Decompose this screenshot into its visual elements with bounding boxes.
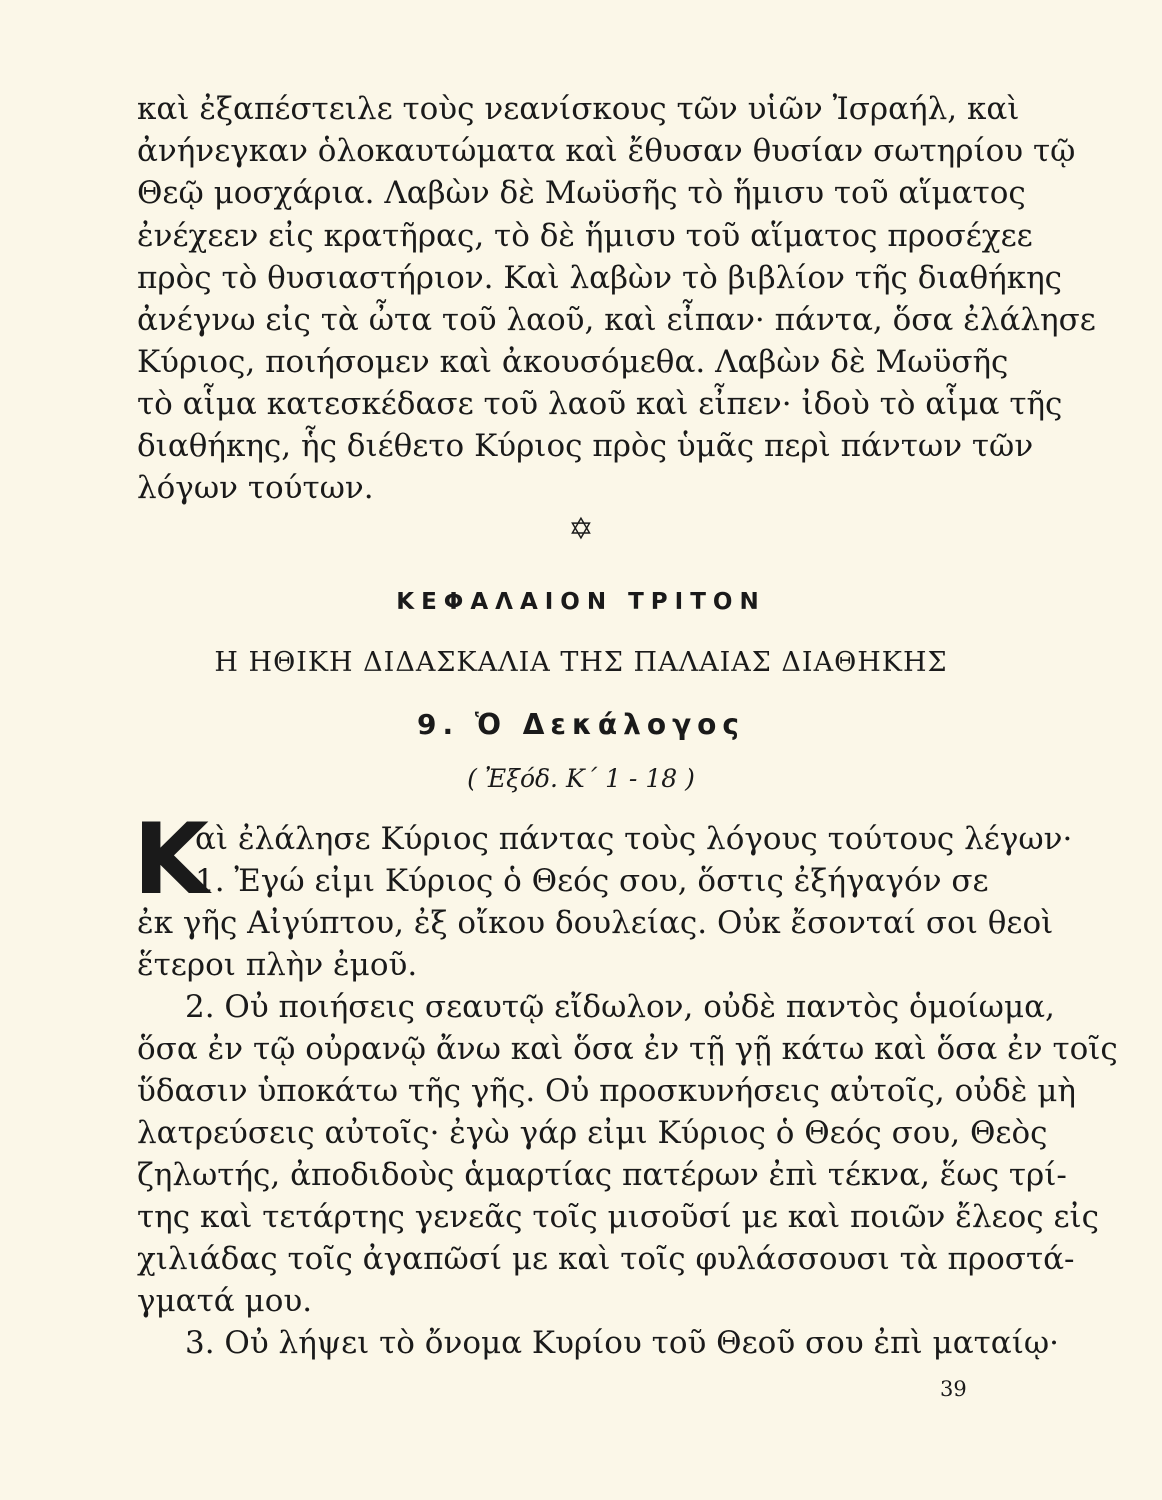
chapter-subtitle: Η ΗΘΙΚΗ ΔΙΔΑΣΚΑΛΙΑ ΤΗΣ ΠΑΛΑΙΑΣ ΔΙΑΘΗΚΗΣ xyxy=(214,647,948,678)
text-line: χιλιάδας τοῖς ἀγαπῶσί με καὶ τοῖς φυλάσσουσι τὰ προστά- xyxy=(137,1241,1075,1277)
text-line: γματά μου. xyxy=(137,1283,313,1319)
text-line: της καὶ τετάρτης γενεᾶς τοῖς μισοῦσί με καὶ ποιῶν ἔλεος εἰς xyxy=(137,1199,1100,1235)
text-line: ἀνήνεγκαν ὁλοκαυτώματα καὶ ἔθυσαν θυσίαν σωτηρίου τῷ xyxy=(137,133,1076,169)
text-line: λόγων τούτων. xyxy=(137,470,374,506)
drop-cap: Κ xyxy=(133,803,209,917)
text-line: πρὸς τὸ θυσιαστήριον. Καὶ λαβὼν τὸ βιβλίον τῆς διαθήκης xyxy=(137,260,1063,296)
chapter-title: ΚΕΦΑΛΑΙΟΝ ΤΡΙΤΟΝ xyxy=(396,589,766,615)
text-line: ἐνέχεεν εἰς κρατῆρας, τὸ δὲ ἥμισυ τοῦ αἵματος προσέχεε xyxy=(137,218,1033,254)
text-line: 2. Οὐ ποιήσεις σεαυτῷ εἴδωλον, οὐδὲ παντὸς ὁμοίωμα, xyxy=(185,989,1055,1025)
section-title: 9. Ὁ Δεκάλογος xyxy=(417,708,745,741)
text-line: τὸ αἷμα κατεσκέδασε τοῦ λαοῦ καὶ εἶπεν· ἰδοὺ τὸ αἷμα τῆς xyxy=(137,386,1063,422)
text-line: Κύριος, ποιήσομεν καὶ ἀκουσόμεθα. Λαβὼν δὲ Μωϋσῆς xyxy=(137,344,1009,380)
text-line: ὅσα ἐν τῷ οὐρανῷ ἄνω καὶ ὅσα ἐν τῇ γῇ κάτω καὶ ὅσα ἐν τοῖς xyxy=(137,1031,1118,1067)
text-line: ἕτεροι πλὴν ἐμοῦ. xyxy=(137,947,418,983)
text-line: ἐκ γῆς Αἰγύπτου, ἐξ οἴκου δουλείας. Οὐκ ἔσονταί σοι θεοὶ xyxy=(137,905,1054,941)
text-line: αὶ ἐλάλησε Κύριος πάντας τοὺς λόγους τούτους λέγων· xyxy=(195,821,1073,857)
text-line: διαθήκης, ἧς διέθετο Κύριος πρὸς ὑμᾶς περὶ πάντων τῶν xyxy=(137,428,1034,464)
text-line: λατρεύσεις αὐτοῖς· ἐγὼ γάρ εἰμι Κύριος ὁ Θεός σου, Θεὸς xyxy=(137,1115,1048,1151)
text-line: 1. Ἐγώ εἰμι Κύριος ὁ Θεός σου, ὅστις ἐξήγαγόν σε xyxy=(195,863,989,899)
page-number: 39 xyxy=(940,1377,967,1401)
text-line: ἀνέγνω εἰς τὰ ὦτα τοῦ λαοῦ, καὶ εἶπαν· πάντα, ὅσα ἐλάλησε xyxy=(137,302,1096,338)
text-line: 3. Οὐ λήψει τὸ ὄνομα Κυρίου τοῦ Θεοῦ σου ἐπὶ ματαίῳ· xyxy=(185,1325,1060,1361)
ornament-icon: ✡ xyxy=(568,512,594,547)
text-line: ὕδασιν ὑποκάτω τῆς γῆς. Οὐ προσκυνήσεις αὐτοῖς, οὐδὲ μὴ xyxy=(137,1073,1077,1109)
text-line: Θεῷ μοσχάρια. Λαβὼν δὲ Μωϋσῆς τὸ ἥμισυ τοῦ αἵματος xyxy=(137,175,1026,211)
text-line: ζηλωτής, ἀποδιδοὺς ἁμαρτίας πατέρων ἐπὶ τέκνα, ἕως τρί- xyxy=(137,1157,1067,1193)
text-line: καὶ ἐξαπέστειλε τοὺς νεανίσκους τῶν υἱῶν Ἰσραήλ, καὶ xyxy=(137,91,1020,127)
section-reference: ( Ἐξόδ. Κ΄ 1 - 18 ) xyxy=(467,764,695,793)
